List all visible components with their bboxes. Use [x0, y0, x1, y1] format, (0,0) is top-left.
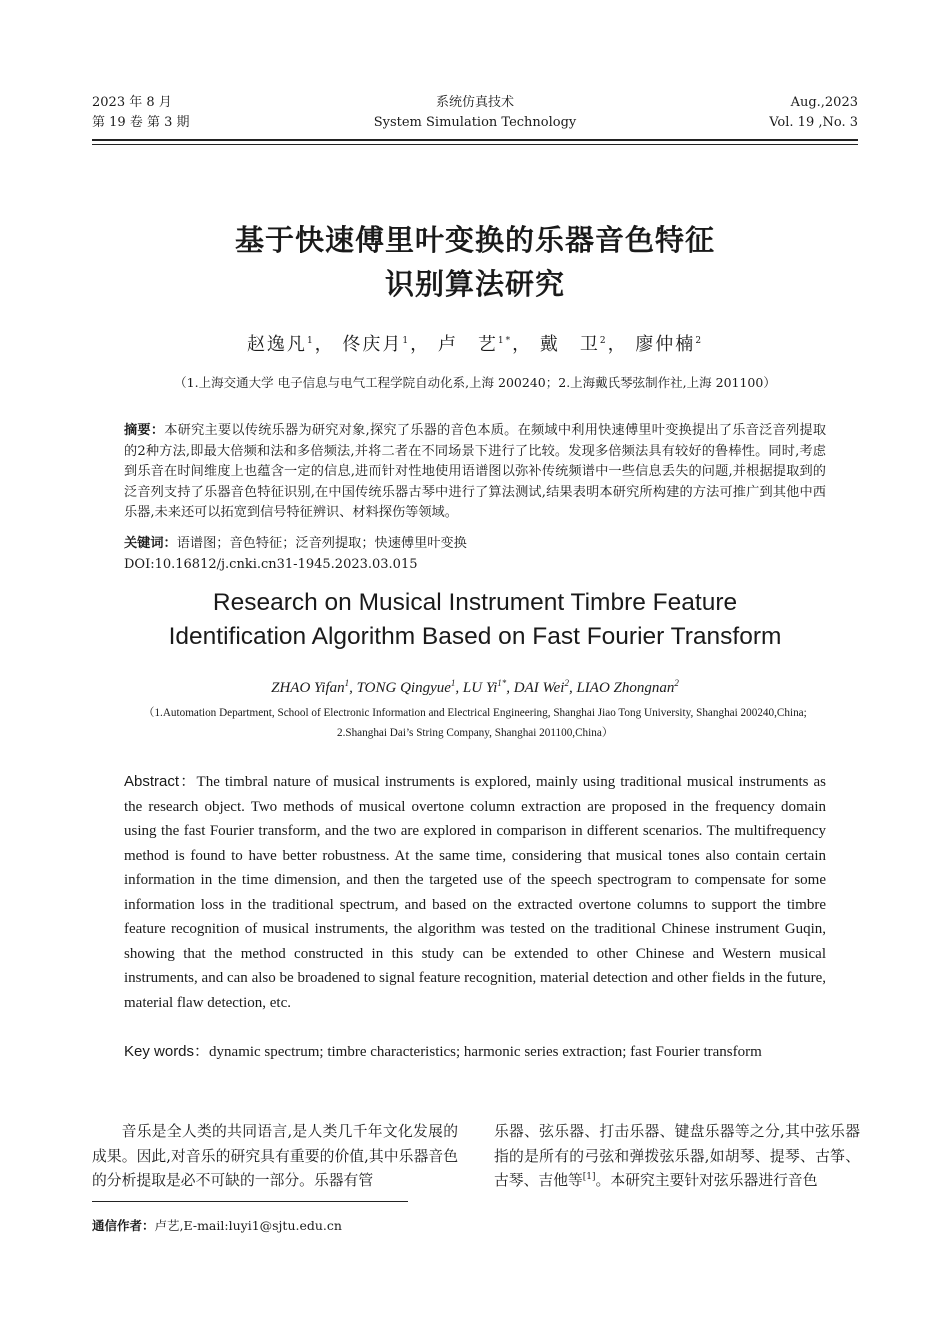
journal-name-cn: 系统仿真技术 [435, 95, 514, 110]
author-en [463, 680, 514, 696]
author-sep: , [568, 680, 577, 696]
body-right-text-cont: 。本研究主要针对弦乐器进行音色 [595, 1172, 818, 1189]
author-sup: 1 [306, 336, 315, 346]
affiliation-en [100, 703, 850, 743]
author-en [514, 680, 577, 696]
author-sep: ， [410, 334, 431, 355]
keywords-cn-label: 关键词： [124, 536, 177, 551]
author-sup: 2 [695, 336, 704, 346]
body-column-left: 音乐是全人类的共同语言,是人类几千年文化发展的成果。因此,对音乐的研究具有重要的价值,其中乐器音色的分析提取是必不可缺的一部分。乐器有管 [92, 1123, 458, 1189]
authors-en [0, 677, 950, 699]
footnote-rule [92, 1201, 408, 1202]
author-sup: 1* [497, 336, 513, 346]
author-cn [635, 334, 703, 355]
abstract-cn-label: 摘要： [124, 423, 165, 438]
author-sep: , [455, 680, 463, 696]
author-cn [342, 334, 430, 355]
author-name: LIAO Zhongnan [576, 680, 675, 696]
author-cn [247, 334, 335, 355]
affiliation-cn: （1.上海交通大学 电子信息与电气工程学院自动化系,上海 200240；2.上海戴氏琴弦制作社,上海 201100） [174, 375, 776, 390]
author-name: 戴 卫 [539, 334, 600, 355]
paper-title-cn [0, 218, 950, 306]
keywords-cn [124, 534, 826, 554]
header-volume-en: Vol. 19 ,No. 3 [769, 115, 858, 130]
author-sep: , [506, 680, 514, 696]
author-sup: 1* [497, 678, 507, 688]
author-sup: 2 [674, 678, 679, 688]
affiliation-en-line1: （1.Automation Department, School of Electronic Information and Electrical Engineering, Shanghai Jiao Tong University, Shanghai 200240,China; [143, 707, 807, 719]
author-sup: 1 [402, 336, 411, 346]
author-sup: 1 [450, 678, 456, 688]
body-right-text: 乐器、弦乐器、打击乐器、键盘乐器等之分,其中弦乐器指的是所有的弓弦和弹拨弦乐器,如胡琴、提琴、古筝、古琴、吉他等 [494, 1123, 860, 1189]
abstract-en-text: The timbral nature of musical instruments is explored, mainly using traditional musical instruments as the research object. Two methods of musical overtone column extraction are proposed in the frequency domain using the fast Fourier transform, and the two are explored in comparison in different scenarios. The multifrequency method is found to have better robustness. At the same time, considering that musical tones also contain certain information in the time dimension, and then the targeted use of the speech spectrogram to compensate for some information loss in the traditional spectrum, and based on the extracted overtone columns to support the timbre feature recognition of musical instruments, the algorithm was tested on the traditional Chinese instrument Guqin, showing that the method constructed in this study can be extended to other Chinese and Western musical instruments, and can also be broadened to signal feature recognition, material detection and other fields in the future, material flaw detection, etc. [124, 774, 826, 1011]
author-name: 赵逸凡 [246, 334, 307, 355]
author-en [357, 680, 463, 696]
header-volume-cn: 第 19 卷 第 3 期 [92, 115, 190, 130]
header-issue-info-en [769, 93, 858, 133]
footnote [92, 1216, 592, 1236]
author-name: LU Yi [462, 680, 498, 696]
title-en-line2: Identification Algorithm Based on Fast Fourier Transform [168, 623, 782, 650]
abstract-en [124, 770, 826, 1015]
header-date-en: Aug.,2023 [790, 95, 858, 110]
keywords-cn-text: 语谱图；音色特征；泛音列提取；快速傅里叶变换 [176, 536, 467, 551]
author-sep: ， [607, 334, 628, 355]
author-name: DAI Wei [513, 680, 565, 696]
author-sup: 1 [344, 678, 350, 688]
citation-ref[interactable]: [1] [582, 1172, 596, 1183]
author-name: 廖仲楠 [635, 334, 696, 355]
abstract-cn-text: 本研究主要以传统乐器为研究对象,探究了乐器的音色本质。在频域中利用快速傅里叶变换提出了乐音泛音列提取的2种方法,即最大倍频和法和多倍频法,并将二者在不同场景下进行了比较。发现多倍频法具有较好的鲁棒性。同时,考虑到乐音在时间维度上也蕴含一定的信息,进而针对性地使用语谱图以弥补传统频谱中一些信息丢失的问题,并根据提取到的泛音列支持了乐器音色特征识别,在中国传统乐器古琴中进行了算法测试,结果表明本研究所构建的方法可推广到其他中西乐器,未来还可以拓宽到信号特征辨识、材料探伤等领域。 [124, 423, 827, 520]
paper-title-en [0, 586, 950, 654]
author-sup: 2 [599, 336, 608, 346]
author-en [576, 680, 678, 696]
author-name: TONG Qingyue [356, 680, 451, 696]
author-name: 卢 艺 [437, 334, 498, 355]
author-sep: ， [314, 334, 335, 355]
body-column-right [494, 1120, 860, 1194]
title-en-line1: Research on Musical Instrument Timbre Feature [212, 589, 738, 616]
author-sep: , [349, 680, 357, 696]
abstract-en-label: Abstract： [124, 773, 197, 790]
footnote-text: 卢艺,E-mail:luyi1@sjtu.edu.cn [154, 1218, 342, 1233]
author-cn [438, 334, 532, 355]
keywords-en-text: dynamic spectrum; timbre characteristics; harmonic series extraction; fast Fourier transform [209, 1044, 762, 1060]
header-date: 2023 年 8 月 [92, 95, 172, 110]
authors-cn [0, 331, 950, 359]
header-rule-thick [92, 139, 858, 141]
footnote-label: 通信作者： [92, 1218, 155, 1233]
title-cn-line2: 识别算法研究 [384, 267, 565, 301]
author-cn [540, 334, 628, 355]
journal-name-en: System Simulation Technology [373, 115, 577, 130]
doi: DOI:10.16812/j.cnki.cn31-1945.2023.03.015 [124, 557, 418, 572]
author-name: 佟庆月 [342, 334, 403, 355]
author-sep: ， [512, 334, 533, 355]
abstract-cn [124, 421, 826, 524]
author-name: ZHAO Yifan [271, 680, 345, 696]
author-sup: 2 [564, 678, 569, 688]
affiliation-en-line2: 2.Shanghai Dai’s String Company, Shanghai 201100,China） [336, 727, 614, 739]
keywords-en-label: Key words： [124, 1043, 210, 1060]
header-rule-thin [92, 144, 858, 145]
title-cn-line1: 基于快速傅里叶变换的乐器音色特征 [234, 223, 715, 257]
keywords-en [124, 1040, 826, 1065]
author-en [271, 680, 356, 696]
